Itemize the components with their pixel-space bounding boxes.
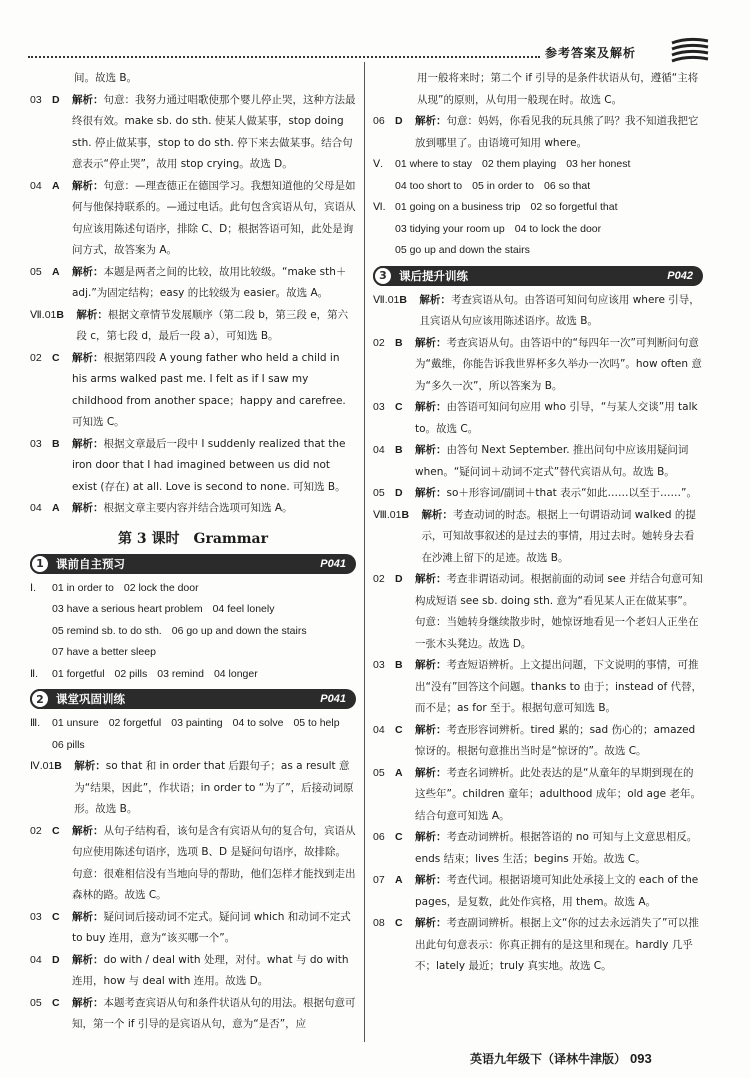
answer-continuation: 间。故选 B。 <box>74 72 138 84</box>
answer-group <box>30 578 356 664</box>
answer-item: 02 them playing <box>482 158 557 170</box>
answer-item: 05 A 解析：本题是两者之间的比较，故用比较级。“make sth＋adj.”为固定结构；easy 的比较级为 easier。故选 A。 <box>30 265 347 299</box>
answer-item: 04 feel lonely <box>212 603 275 615</box>
answer-item: Ⅶ.01 B 解析：根据文章情节发展顺序（第二段 b，第三段 e，第六段 c，第七段 d，最后一段 a），可知选 B。 <box>30 308 349 342</box>
answer-item: 06 so that <box>544 179 591 192</box>
answer-item: 07 A 解析：考查代词。根据语境可知此处承接上文的 each of the pages，是复数，此处作宾格，用 them。故选 A。 <box>373 874 699 908</box>
answer-item: 03 have a serious heart problem <box>52 603 203 615</box>
answer-item: 06 C 解析：考查动词辨析。根据答语的 no 可知与上文意思相反。ends 结束；lives 生活；begins 开始。故选 C。 <box>373 831 698 865</box>
answer-item: 05 A 解析：考查名词辨析。此处表达的是“从童年的早期到现在的这些年”。children 童年；adulthood 成年；old age 老年。结合句意可知选 A。 <box>373 766 701 822</box>
answer-item: 04 C 解析：考查形容词辨析。tired 累的；sad 伤心的；amazed 惊讶的。根据句意推出当时是“惊讶的”。故选 C。 <box>373 723 696 757</box>
answer-item: 02 forgetful <box>108 717 162 729</box>
answer-item: 03 C 解析：疑问词后接动词不定式。疑问词 which 和动词不定式 to buy 连用，意为“该买哪一个”。 <box>30 910 351 944</box>
answer-item: 07 have a better sleep <box>52 646 156 658</box>
answer-item: 04 D 解析：do with / deal with 处理，对付。what 与 do with 连用，how 与 deal with 连用。故选 D。 <box>30 953 349 987</box>
answer-item: 01 where to stay <box>395 158 473 170</box>
section-roman: Ⅱ. <box>30 667 39 680</box>
answer-item: 06 pills <box>52 738 85 751</box>
answer-item: Ⅷ.01 B 解析：考查动词的时态。根据上一句谓语动词 walked 的提示，可知故事叙述的是过去的事情，用过去时。她转身去看在沙滩上留下的足迹。故选 B。 <box>373 508 696 564</box>
answer-item: 01 going on a business trip <box>395 201 521 213</box>
section-number-badge: 2 <box>30 689 50 709</box>
section-roman: Ⅴ. <box>373 158 384 170</box>
right-column <box>373 68 703 1042</box>
section-title: 课堂巩固训练 <box>56 692 125 706</box>
lesson-title: 第 3 课时 Grammar <box>118 530 268 547</box>
footer-book-title: 英语九年级下（译林牛津版） <box>470 1052 627 1066</box>
answer-item: 08 C 解析：考查副词辨析。根据上文“你的过去永远消失了”可以推出此句句意表示：你真正拥有的是这里和现在。hardly 几乎不；lately 最近；truly 真实地。故选 C。 <box>373 917 699 972</box>
page-footer <box>470 1050 730 1067</box>
answer-item: 03 B 解析：考查短语辨析。上文提出问题，下文说明的事情，可推出“没有”回答这个问题。thanks to 由于；instead of 代替，而不是；as for 至于。根据句意可知选 B。 <box>373 659 703 714</box>
answer-item: 02 lock the door <box>123 581 199 594</box>
section-roman: Ⅶ. <box>373 293 388 306</box>
answer-item: 03 tidying your room up <box>395 222 505 235</box>
answer-item: 02 so forgetful that <box>530 201 618 213</box>
answer-item: 05 in order to <box>472 179 535 192</box>
answer-item: 01 unsure <box>52 717 99 729</box>
answer-item: 05 go up and down the stairs <box>395 244 530 256</box>
section-title: 课后提升训练 <box>399 268 468 283</box>
section-title: 课前自主预习 <box>56 556 125 571</box>
header-title: 参考答案及解析 <box>545 46 637 60</box>
section-roman: Ⅳ. <box>30 760 43 772</box>
answer-group <box>30 713 356 756</box>
column-divider <box>364 62 365 1042</box>
book-stack-icon <box>668 37 712 63</box>
answer-item: 05 to help <box>293 717 340 729</box>
section-page-ref: P041 <box>320 557 346 570</box>
answer-item: 04 A 解析：根据文章主要内容并结合选项可知选 A。 <box>30 502 293 514</box>
section-header-preview <box>30 554 356 574</box>
section-roman: Ⅷ. <box>373 508 390 521</box>
answer-item: 02 pills <box>114 667 148 680</box>
answer-item: 06 go up and down the stairs <box>171 624 307 637</box>
answer-item: 05 D 解析：so＋形容词/副词＋that 表示“如此……以至于……”。 <box>373 487 697 499</box>
section-roman: Ⅵ. <box>373 201 386 213</box>
answer-item: Ⅶ.01 B 解析：考查宾语从句。由答语可知问句应该用 where 引导，且宾语从句应该用陈述语序。故选 B。 <box>373 293 700 327</box>
answer-item: 01 forgetful <box>52 667 105 680</box>
answer-item: 03 remind <box>157 667 204 680</box>
answer-item: 02 C 解析：根据第四段 A young father who held a child in his arms walked past me. I felt as if I saw my childhood from another space；happy and carefree. 可知选 C。 <box>30 351 346 428</box>
section-roman: Ⅶ. <box>30 308 45 321</box>
section-roman: Ⅲ. <box>30 717 41 729</box>
header-dotted-rule <box>28 56 540 58</box>
section-header-class <box>30 689 356 709</box>
answer-item: 04 B 解析：由答句 Next September. 推出问句中应该用疑问词 when。“疑问词＋动词不定式”替代宾语从句。故选 B。 <box>373 444 689 478</box>
page-header <box>0 0 750 62</box>
answer-item: 06 D 解析：句意：妈妈，你看见我的玩具熊了吗？我不知道我把它放到哪里了。由语境可知用 where。 <box>373 115 699 149</box>
answer-item: Ⅳ.01 B 解析：so that 和 in order that 后跟句子；as a result 意为“结果，因此”，作状语；in order to “为了”，后接动词原形。故选 B。 <box>30 760 354 815</box>
section-number-badge: 1 <box>30 554 50 574</box>
answer-item: 02 C 解析：从句子结构看，该句是含有宾语从句的复合句，宾语从句应使用陈述句语序，选项 B、D 是疑问句语序，故排除。句意：很难相信没有当地向导的帮助，他们怎样才能找到走出森林的路。故选 C。 <box>30 824 356 901</box>
section-page-ref: P042 <box>667 269 693 282</box>
answer-item: 03 B 解析：根据文章最后一段中 I suddenly realized that the iron door that I had imagined between us did not exist (存在) at all. Love is second to none. 可知选 B。 <box>30 437 346 493</box>
answer-item: 05 remind sb. to do sth. <box>52 624 162 637</box>
section-roman: Ⅰ. <box>30 581 37 594</box>
answer-group <box>30 664 356 686</box>
answer-item: 04 to lock the door <box>514 222 602 235</box>
answer-item: 04 A 解析：句意：—理查德正在德国学习。我想知道他的父母是如何与他保持联系的。—通过电话。此句包含宾语从句，宾语从句应该用陈述句语序，排除 C、D；根据答语可知，此处是询问方式，故答案为 A。 <box>30 179 356 256</box>
section-header-after-class <box>373 266 703 286</box>
answer-item: 04 longer <box>213 667 258 680</box>
section-page-ref: P041 <box>320 693 346 705</box>
answer-item: 04 to solve <box>232 717 284 729</box>
answer-group <box>373 197 703 262</box>
answer-item: 03 her honest <box>566 158 631 170</box>
answer-item: 03 C 解析：由答语可知问句应用 who 引导，“与某人交谈”用 talk to。故选 C。 <box>373 401 698 435</box>
answer-group <box>373 154 703 197</box>
page-number: 093 <box>630 1051 652 1066</box>
left-column <box>30 68 356 1042</box>
section-number-badge: 3 <box>373 266 393 286</box>
answer-item: 04 too short to <box>395 179 463 192</box>
answer-item: 02 B 解析：考查宾语从句。由答语中的“每四年一次”可判断问句意为“戴维，你能告诉我世界杯多久举办一次吗”。how often 意为“多久一次”，所以答案为 B。 <box>373 336 702 392</box>
answer-item: 05 C 解析：本题考查宾语从句和条件状语从句的用法。根据句意可知，第一个 if 引导的是宾语从句，意为“是否”，应 <box>30 996 356 1030</box>
answer-item: 01 in order to <box>52 581 114 594</box>
answer-item: 03 painting <box>171 717 223 729</box>
answer-item: 03 D 解析：句意：我努力通过唱歌使那个婴儿停止哭，这种方法最终很有效。make sb. do sth. 使某人做某事，stop doing sth. 停止做某事，stop to do sth. 停下来去做某事。结合句意表示“停止哭”，故用 stop crying。故选 D。 <box>30 93 356 170</box>
answer-item: 02 D 解析：考查非谓语动词。根据前面的动词 see 并结合句意可知构成短语 see sb. doing sth. 意为“看见某人正在做某事”。句意：当她转身继续散步时，她惊讶地看见一个老妇人正坐在一张木头凳边。故选 D。 <box>373 573 703 650</box>
answer-continuation: 用一般将来时；第二个 if 引导的是条件状语从句，遵循“主将从现”的原则，从句用一般现在时。故选 C。 <box>417 72 699 106</box>
